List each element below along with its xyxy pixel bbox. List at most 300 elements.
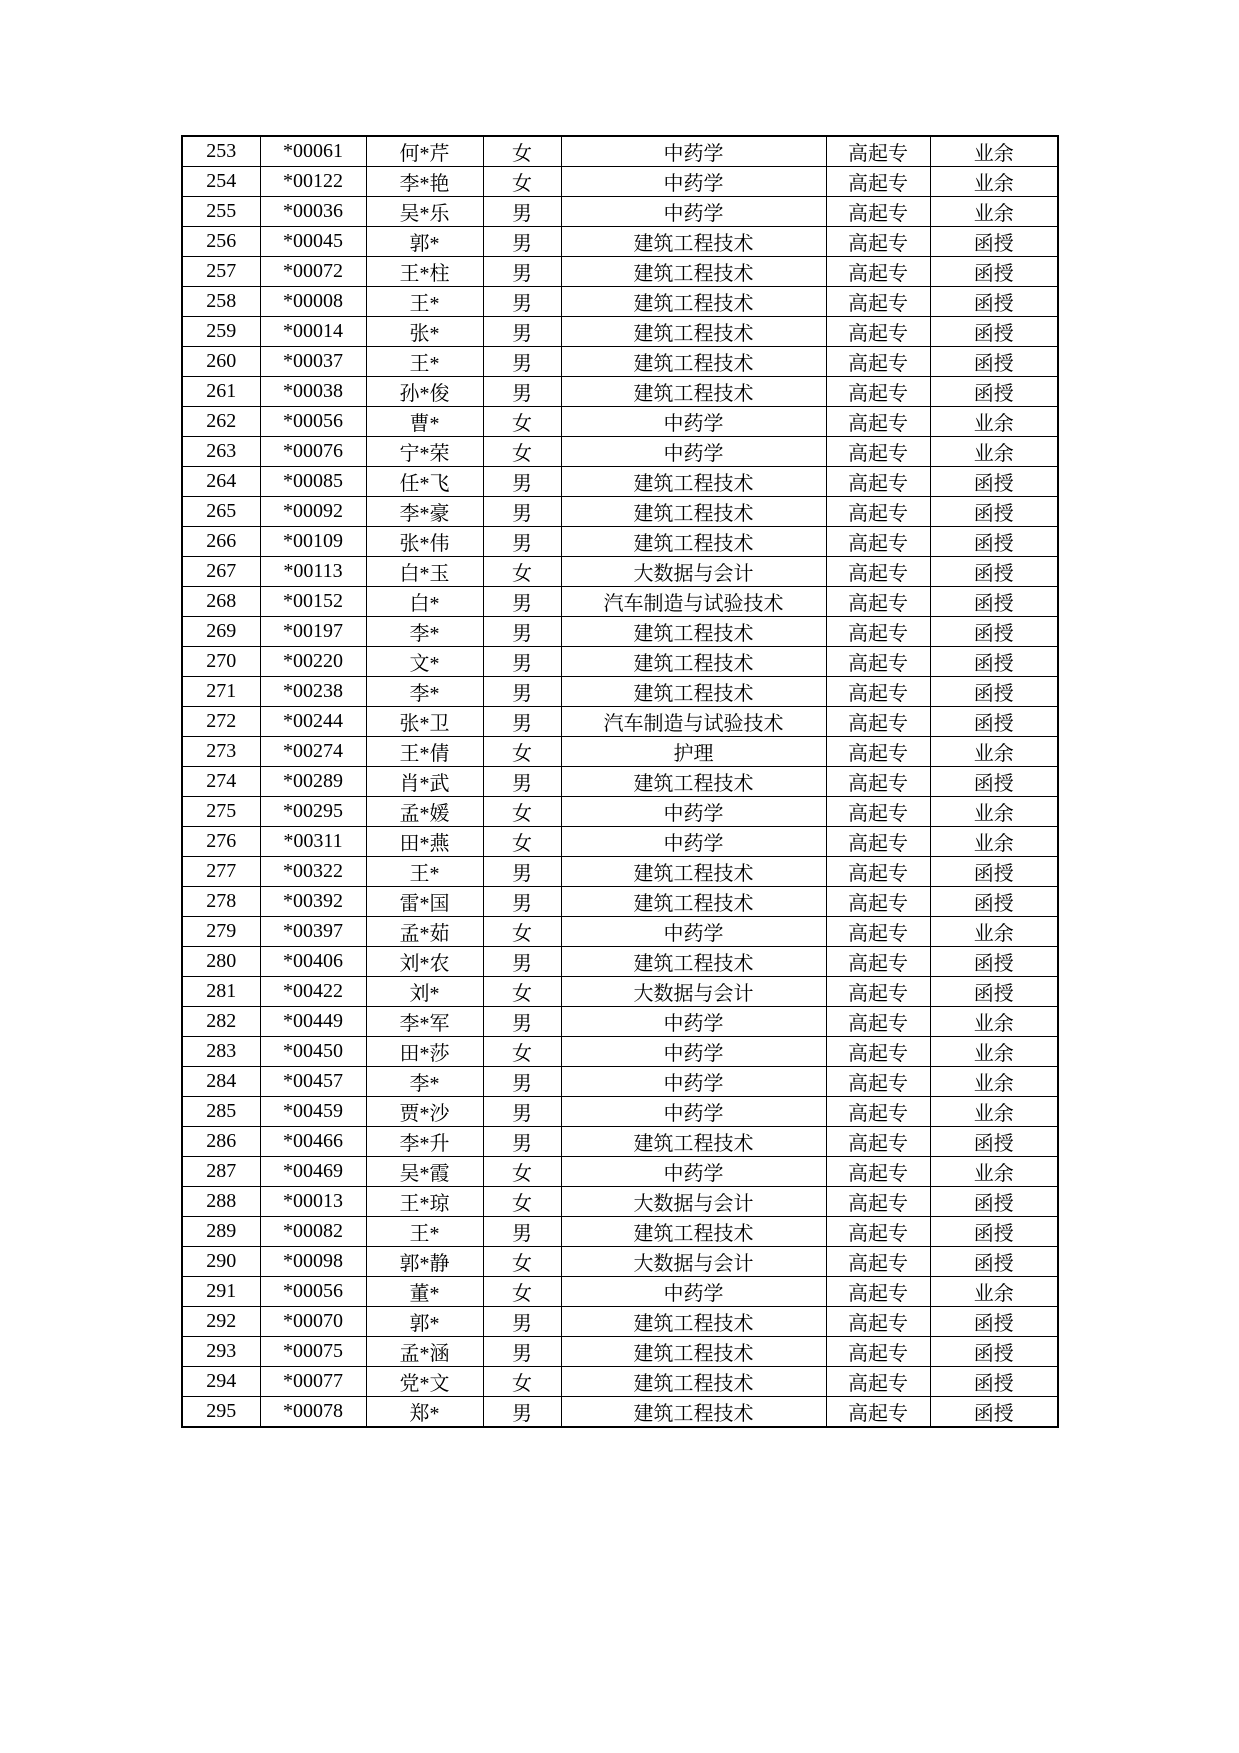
table-row bbox=[182, 887, 1058, 917]
cell-gender: 女 bbox=[483, 797, 561, 827]
cell-student-name: 李*升 bbox=[366, 1127, 483, 1157]
cell-masked-id: *00076 bbox=[260, 437, 366, 467]
cell-student-name: 孟*媛 bbox=[366, 797, 483, 827]
cell-study-level: 高起专 bbox=[826, 1277, 930, 1307]
cell-student-name: 李* bbox=[366, 1067, 483, 1097]
cell-sequence-number: 289 bbox=[182, 1217, 260, 1247]
table-row bbox=[182, 677, 1058, 707]
table-row bbox=[182, 347, 1058, 377]
cell-major: 中药学 bbox=[561, 1277, 826, 1307]
cell-study-form: 函授 bbox=[930, 617, 1058, 647]
cell-masked-id: *00311 bbox=[260, 827, 366, 857]
cell-major: 建筑工程技术 bbox=[561, 377, 826, 407]
cell-study-level: 高起专 bbox=[826, 677, 930, 707]
cell-gender: 男 bbox=[483, 1337, 561, 1367]
cell-masked-id: *00072 bbox=[260, 257, 366, 287]
cell-major: 中药学 bbox=[561, 1157, 826, 1187]
cell-study-form: 函授 bbox=[930, 767, 1058, 797]
cell-gender: 男 bbox=[483, 677, 561, 707]
cell-study-level: 高起专 bbox=[826, 1157, 930, 1187]
cell-study-level: 高起专 bbox=[826, 1367, 930, 1397]
cell-study-form: 函授 bbox=[930, 707, 1058, 737]
cell-major: 中药学 bbox=[561, 1007, 826, 1037]
cell-masked-id: *00056 bbox=[260, 1277, 366, 1307]
cell-study-level: 高起专 bbox=[826, 227, 930, 257]
cell-gender: 男 bbox=[483, 257, 561, 287]
cell-sequence-number: 286 bbox=[182, 1127, 260, 1157]
table-row bbox=[182, 287, 1058, 317]
cell-gender: 男 bbox=[483, 527, 561, 557]
cell-student-name: 郭* bbox=[366, 1307, 483, 1337]
cell-gender: 男 bbox=[483, 197, 561, 227]
cell-masked-id: *00070 bbox=[260, 1307, 366, 1337]
cell-study-level: 高起专 bbox=[826, 1217, 930, 1247]
cell-student-name: 李* bbox=[366, 617, 483, 647]
table-row bbox=[182, 1157, 1058, 1187]
cell-masked-id: *00075 bbox=[260, 1337, 366, 1367]
cell-study-form: 函授 bbox=[930, 257, 1058, 287]
cell-major: 建筑工程技术 bbox=[561, 857, 826, 887]
cell-sequence-number: 267 bbox=[182, 557, 260, 587]
cell-sequence-number: 285 bbox=[182, 1097, 260, 1127]
cell-study-form: 函授 bbox=[930, 887, 1058, 917]
table-row bbox=[182, 227, 1058, 257]
cell-sequence-number: 272 bbox=[182, 707, 260, 737]
cell-student-name: 白* bbox=[366, 587, 483, 617]
cell-study-form: 函授 bbox=[930, 647, 1058, 677]
cell-study-form: 函授 bbox=[930, 557, 1058, 587]
cell-study-level: 高起专 bbox=[826, 1397, 930, 1428]
cell-student-name: 刘* bbox=[366, 977, 483, 1007]
table-row bbox=[182, 557, 1058, 587]
cell-sequence-number: 277 bbox=[182, 857, 260, 887]
cell-student-name: 雷*国 bbox=[366, 887, 483, 917]
cell-sequence-number: 263 bbox=[182, 437, 260, 467]
cell-masked-id: *00036 bbox=[260, 197, 366, 227]
cell-masked-id: *00037 bbox=[260, 347, 366, 377]
cell-gender: 男 bbox=[483, 467, 561, 497]
cell-sequence-number: 287 bbox=[182, 1157, 260, 1187]
cell-major: 建筑工程技术 bbox=[561, 1397, 826, 1428]
cell-major: 建筑工程技术 bbox=[561, 617, 826, 647]
cell-major: 建筑工程技术 bbox=[561, 887, 826, 917]
cell-sequence-number: 290 bbox=[182, 1247, 260, 1277]
cell-sequence-number: 273 bbox=[182, 737, 260, 767]
cell-gender: 女 bbox=[483, 1187, 561, 1217]
cell-sequence-number: 282 bbox=[182, 1007, 260, 1037]
cell-study-form: 业余 bbox=[930, 1037, 1058, 1067]
cell-gender: 男 bbox=[483, 227, 561, 257]
table-row bbox=[182, 317, 1058, 347]
cell-student-name: 郑* bbox=[366, 1397, 483, 1428]
table-row bbox=[182, 857, 1058, 887]
table-row bbox=[182, 1127, 1058, 1157]
cell-gender: 男 bbox=[483, 1127, 561, 1157]
cell-study-level: 高起专 bbox=[826, 527, 930, 557]
cell-major: 建筑工程技术 bbox=[561, 227, 826, 257]
cell-study-form: 业余 bbox=[930, 1277, 1058, 1307]
cell-major: 建筑工程技术 bbox=[561, 287, 826, 317]
cell-masked-id: *00392 bbox=[260, 887, 366, 917]
cell-masked-id: *00061 bbox=[260, 136, 366, 167]
cell-student-name: 刘*农 bbox=[366, 947, 483, 977]
cell-student-name: 王*柱 bbox=[366, 257, 483, 287]
cell-masked-id: *00469 bbox=[260, 1157, 366, 1187]
cell-major: 中药学 bbox=[561, 136, 826, 167]
cell-study-level: 高起专 bbox=[826, 977, 930, 1007]
cell-masked-id: *00397 bbox=[260, 917, 366, 947]
cell-sequence-number: 271 bbox=[182, 677, 260, 707]
cell-masked-id: *00422 bbox=[260, 977, 366, 1007]
cell-gender: 男 bbox=[483, 1397, 561, 1428]
table-row bbox=[182, 167, 1058, 197]
cell-gender: 男 bbox=[483, 377, 561, 407]
cell-student-name: 李*军 bbox=[366, 1007, 483, 1037]
cell-study-level: 高起专 bbox=[826, 647, 930, 677]
cell-study-level: 高起专 bbox=[826, 887, 930, 917]
table-row bbox=[182, 917, 1058, 947]
table-row bbox=[182, 497, 1058, 527]
table-row bbox=[182, 1037, 1058, 1067]
cell-sequence-number: 260 bbox=[182, 347, 260, 377]
cell-gender: 女 bbox=[483, 1247, 561, 1277]
cell-sequence-number: 291 bbox=[182, 1277, 260, 1307]
cell-major: 中药学 bbox=[561, 197, 826, 227]
cell-gender: 男 bbox=[483, 1307, 561, 1337]
cell-student-name: 李*豪 bbox=[366, 497, 483, 527]
cell-study-form: 函授 bbox=[930, 677, 1058, 707]
cell-study-level: 高起专 bbox=[826, 136, 930, 167]
cell-masked-id: *00008 bbox=[260, 287, 366, 317]
cell-sequence-number: 266 bbox=[182, 527, 260, 557]
cell-study-form: 函授 bbox=[930, 227, 1058, 257]
cell-study-form: 函授 bbox=[930, 977, 1058, 1007]
table-row bbox=[182, 1397, 1058, 1428]
cell-gender: 男 bbox=[483, 347, 561, 377]
table-row bbox=[182, 1217, 1058, 1247]
cell-study-level: 高起专 bbox=[826, 317, 930, 347]
cell-study-form: 函授 bbox=[930, 377, 1058, 407]
cell-gender: 男 bbox=[483, 1067, 561, 1097]
cell-masked-id: *00450 bbox=[260, 1037, 366, 1067]
cell-major: 中药学 bbox=[561, 167, 826, 197]
cell-student-name: 王* bbox=[366, 1217, 483, 1247]
cell-major: 中药学 bbox=[561, 407, 826, 437]
cell-student-name: 党*文 bbox=[366, 1367, 483, 1397]
cell-study-form: 业余 bbox=[930, 1157, 1058, 1187]
cell-major: 护理 bbox=[561, 737, 826, 767]
cell-sequence-number: 288 bbox=[182, 1187, 260, 1217]
cell-study-form: 业余 bbox=[930, 1067, 1058, 1097]
cell-major: 建筑工程技术 bbox=[561, 647, 826, 677]
cell-major: 建筑工程技术 bbox=[561, 1127, 826, 1157]
cell-gender: 男 bbox=[483, 1007, 561, 1037]
table-row bbox=[182, 737, 1058, 767]
cell-major: 建筑工程技术 bbox=[561, 1307, 826, 1337]
cell-sequence-number: 279 bbox=[182, 917, 260, 947]
cell-sequence-number: 254 bbox=[182, 167, 260, 197]
cell-gender: 女 bbox=[483, 1277, 561, 1307]
cell-student-name: 吴*霞 bbox=[366, 1157, 483, 1187]
cell-study-form: 函授 bbox=[930, 1307, 1058, 1337]
table-row bbox=[182, 767, 1058, 797]
cell-sequence-number: 295 bbox=[182, 1397, 260, 1428]
table-row bbox=[182, 647, 1058, 677]
cell-student-name: 肖*武 bbox=[366, 767, 483, 797]
cell-student-name: 任*飞 bbox=[366, 467, 483, 497]
cell-gender: 女 bbox=[483, 167, 561, 197]
table-row bbox=[182, 1367, 1058, 1397]
cell-masked-id: *00244 bbox=[260, 707, 366, 737]
cell-study-level: 高起专 bbox=[826, 797, 930, 827]
cell-study-form: 函授 bbox=[930, 287, 1058, 317]
cell-student-name: 曹* bbox=[366, 407, 483, 437]
cell-study-level: 高起专 bbox=[826, 767, 930, 797]
cell-major: 汽车制造与试验技术 bbox=[561, 707, 826, 737]
cell-sequence-number: 294 bbox=[182, 1367, 260, 1397]
table-row bbox=[182, 136, 1058, 167]
cell-masked-id: *00274 bbox=[260, 737, 366, 767]
cell-major: 建筑工程技术 bbox=[561, 677, 826, 707]
cell-study-level: 高起专 bbox=[826, 497, 930, 527]
cell-study-level: 高起专 bbox=[826, 1127, 930, 1157]
cell-study-level: 高起专 bbox=[826, 1067, 930, 1097]
cell-student-name: 王*琼 bbox=[366, 1187, 483, 1217]
cell-gender: 男 bbox=[483, 497, 561, 527]
cell-masked-id: *00109 bbox=[260, 527, 366, 557]
cell-masked-id: *00056 bbox=[260, 407, 366, 437]
cell-study-form: 函授 bbox=[930, 1337, 1058, 1367]
cell-student-name: 田*莎 bbox=[366, 1037, 483, 1067]
cell-gender: 男 bbox=[483, 617, 561, 647]
table-row bbox=[182, 707, 1058, 737]
cell-student-name: 宁*荣 bbox=[366, 437, 483, 467]
cell-major: 中药学 bbox=[561, 1067, 826, 1097]
cell-student-name: 孙*俊 bbox=[366, 377, 483, 407]
cell-study-form: 函授 bbox=[930, 1187, 1058, 1217]
cell-masked-id: *00459 bbox=[260, 1097, 366, 1127]
cell-gender: 女 bbox=[483, 437, 561, 467]
cell-masked-id: *00038 bbox=[260, 377, 366, 407]
student-roster-table bbox=[181, 135, 1059, 1428]
cell-study-form: 业余 bbox=[930, 136, 1058, 167]
cell-student-name: 张*卫 bbox=[366, 707, 483, 737]
cell-sequence-number: 270 bbox=[182, 647, 260, 677]
cell-sequence-number: 265 bbox=[182, 497, 260, 527]
cell-study-level: 高起专 bbox=[826, 557, 930, 587]
student-roster-body bbox=[182, 136, 1058, 1427]
cell-major: 建筑工程技术 bbox=[561, 257, 826, 287]
cell-gender: 女 bbox=[483, 1157, 561, 1187]
table-row bbox=[182, 1337, 1058, 1367]
cell-study-level: 高起专 bbox=[826, 1007, 930, 1037]
cell-major: 建筑工程技术 bbox=[561, 317, 826, 347]
cell-gender: 男 bbox=[483, 1097, 561, 1127]
cell-major: 大数据与会计 bbox=[561, 557, 826, 587]
cell-study-form: 业余 bbox=[930, 437, 1058, 467]
cell-study-level: 高起专 bbox=[826, 857, 930, 887]
cell-major: 大数据与会计 bbox=[561, 1187, 826, 1217]
cell-gender: 女 bbox=[483, 557, 561, 587]
cell-gender: 女 bbox=[483, 1367, 561, 1397]
cell-gender: 女 bbox=[483, 917, 561, 947]
cell-masked-id: *00014 bbox=[260, 317, 366, 347]
cell-masked-id: *00457 bbox=[260, 1067, 366, 1097]
cell-major: 建筑工程技术 bbox=[561, 767, 826, 797]
cell-masked-id: *00113 bbox=[260, 557, 366, 587]
cell-study-form: 业余 bbox=[930, 197, 1058, 227]
cell-masked-id: *00082 bbox=[260, 1217, 366, 1247]
cell-student-name: 张*伟 bbox=[366, 527, 483, 557]
cell-student-name: 李* bbox=[366, 677, 483, 707]
cell-major: 建筑工程技术 bbox=[561, 467, 826, 497]
cell-study-form: 业余 bbox=[930, 407, 1058, 437]
cell-sequence-number: 275 bbox=[182, 797, 260, 827]
cell-study-level: 高起专 bbox=[826, 377, 930, 407]
cell-student-name: 孟*茹 bbox=[366, 917, 483, 947]
cell-gender: 女 bbox=[483, 977, 561, 1007]
table-row bbox=[182, 797, 1058, 827]
cell-sequence-number: 293 bbox=[182, 1337, 260, 1367]
cell-study-level: 高起专 bbox=[826, 1097, 930, 1127]
cell-study-form: 函授 bbox=[930, 857, 1058, 887]
cell-study-level: 高起专 bbox=[826, 947, 930, 977]
table-row bbox=[182, 977, 1058, 1007]
cell-study-form: 函授 bbox=[930, 1127, 1058, 1157]
cell-masked-id: *00045 bbox=[260, 227, 366, 257]
cell-study-level: 高起专 bbox=[826, 617, 930, 647]
cell-gender: 女 bbox=[483, 136, 561, 167]
cell-student-name: 王*倩 bbox=[366, 737, 483, 767]
cell-masked-id: *00085 bbox=[260, 467, 366, 497]
cell-masked-id: *00092 bbox=[260, 497, 366, 527]
cell-study-level: 高起专 bbox=[826, 287, 930, 317]
cell-study-form: 函授 bbox=[930, 317, 1058, 347]
cell-masked-id: *00449 bbox=[260, 1007, 366, 1037]
cell-sequence-number: 255 bbox=[182, 197, 260, 227]
cell-study-level: 高起专 bbox=[826, 167, 930, 197]
cell-sequence-number: 269 bbox=[182, 617, 260, 647]
cell-study-form: 函授 bbox=[930, 1397, 1058, 1428]
cell-gender: 男 bbox=[483, 767, 561, 797]
cell-masked-id: *00238 bbox=[260, 677, 366, 707]
cell-student-name: 孟*涵 bbox=[366, 1337, 483, 1367]
cell-sequence-number: 253 bbox=[182, 136, 260, 167]
cell-study-level: 高起专 bbox=[826, 707, 930, 737]
cell-masked-id: *00220 bbox=[260, 647, 366, 677]
cell-study-form: 函授 bbox=[930, 527, 1058, 557]
cell-gender: 女 bbox=[483, 407, 561, 437]
cell-major: 中药学 bbox=[561, 917, 826, 947]
table-row bbox=[182, 527, 1058, 557]
cell-masked-id: *00152 bbox=[260, 587, 366, 617]
cell-sequence-number: 278 bbox=[182, 887, 260, 917]
cell-student-name: 田*燕 bbox=[366, 827, 483, 857]
table-row bbox=[182, 467, 1058, 497]
cell-study-form: 业余 bbox=[930, 1097, 1058, 1127]
cell-student-name: 郭* bbox=[366, 227, 483, 257]
cell-sequence-number: 276 bbox=[182, 827, 260, 857]
cell-gender: 男 bbox=[483, 707, 561, 737]
cell-masked-id: *00295 bbox=[260, 797, 366, 827]
cell-student-name: 董* bbox=[366, 1277, 483, 1307]
cell-study-level: 高起专 bbox=[826, 1037, 930, 1067]
cell-study-level: 高起专 bbox=[826, 737, 930, 767]
cell-study-form: 函授 bbox=[930, 947, 1058, 977]
cell-student-name: 何*芹 bbox=[366, 136, 483, 167]
cell-student-name: 张* bbox=[366, 317, 483, 347]
cell-study-form: 业余 bbox=[930, 797, 1058, 827]
cell-major: 建筑工程技术 bbox=[561, 1217, 826, 1247]
cell-masked-id: *00077 bbox=[260, 1367, 366, 1397]
cell-student-name: 郭*静 bbox=[366, 1247, 483, 1277]
cell-gender: 男 bbox=[483, 1217, 561, 1247]
cell-sequence-number: 264 bbox=[182, 467, 260, 497]
table-row bbox=[182, 257, 1058, 287]
cell-study-form: 函授 bbox=[930, 1217, 1058, 1247]
table-row bbox=[182, 377, 1058, 407]
cell-major: 中药学 bbox=[561, 797, 826, 827]
cell-major: 建筑工程技术 bbox=[561, 947, 826, 977]
cell-gender: 男 bbox=[483, 317, 561, 347]
cell-student-name: 白*玉 bbox=[366, 557, 483, 587]
cell-study-level: 高起专 bbox=[826, 1307, 930, 1337]
cell-major: 建筑工程技术 bbox=[561, 1337, 826, 1367]
cell-study-form: 业余 bbox=[930, 1007, 1058, 1037]
table-row bbox=[182, 1067, 1058, 1097]
cell-major: 大数据与会计 bbox=[561, 1247, 826, 1277]
cell-gender: 女 bbox=[483, 737, 561, 767]
cell-study-form: 函授 bbox=[930, 467, 1058, 497]
cell-student-name: 王* bbox=[366, 347, 483, 377]
table-row bbox=[182, 947, 1058, 977]
cell-study-level: 高起专 bbox=[826, 827, 930, 857]
cell-masked-id: *00406 bbox=[260, 947, 366, 977]
cell-study-level: 高起专 bbox=[826, 1247, 930, 1277]
table-row bbox=[182, 1277, 1058, 1307]
cell-sequence-number: 274 bbox=[182, 767, 260, 797]
cell-sequence-number: 259 bbox=[182, 317, 260, 347]
cell-student-name: 王* bbox=[366, 857, 483, 887]
cell-study-form: 业余 bbox=[930, 917, 1058, 947]
cell-major: 中药学 bbox=[561, 827, 826, 857]
cell-student-name: 贾*沙 bbox=[366, 1097, 483, 1127]
cell-major: 汽车制造与试验技术 bbox=[561, 587, 826, 617]
cell-sequence-number: 256 bbox=[182, 227, 260, 257]
cell-study-level: 高起专 bbox=[826, 437, 930, 467]
cell-study-level: 高起专 bbox=[826, 407, 930, 437]
cell-sequence-number: 268 bbox=[182, 587, 260, 617]
cell-masked-id: *00466 bbox=[260, 1127, 366, 1157]
table-row bbox=[182, 1247, 1058, 1277]
cell-masked-id: *00197 bbox=[260, 617, 366, 647]
cell-study-level: 高起专 bbox=[826, 467, 930, 497]
table-row bbox=[182, 437, 1058, 467]
table-row bbox=[182, 1307, 1058, 1337]
cell-study-level: 高起专 bbox=[826, 1337, 930, 1367]
cell-gender: 男 bbox=[483, 857, 561, 887]
cell-major: 中药学 bbox=[561, 1037, 826, 1067]
cell-student-name: 文* bbox=[366, 647, 483, 677]
cell-masked-id: *00322 bbox=[260, 857, 366, 887]
cell-gender: 男 bbox=[483, 587, 561, 617]
cell-major: 中药学 bbox=[561, 1097, 826, 1127]
cell-masked-id: *00078 bbox=[260, 1397, 366, 1428]
cell-gender: 女 bbox=[483, 1037, 561, 1067]
cell-study-form: 函授 bbox=[930, 1247, 1058, 1277]
table-row bbox=[182, 827, 1058, 857]
cell-study-level: 高起专 bbox=[826, 917, 930, 947]
